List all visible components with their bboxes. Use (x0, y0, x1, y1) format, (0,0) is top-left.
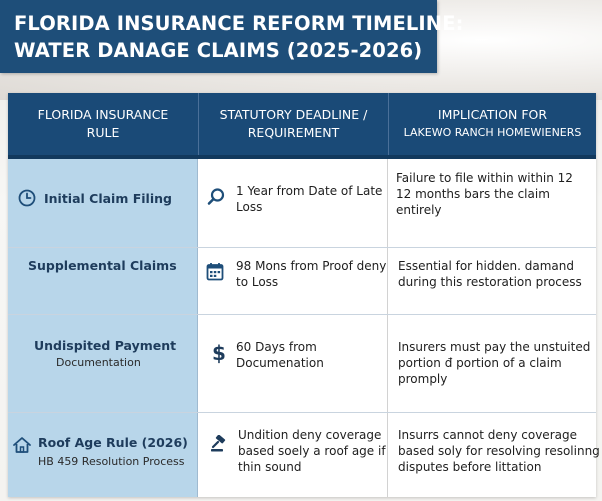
clock-icon (18, 189, 36, 207)
magnifier-icon (206, 187, 226, 207)
implication-line: Insurers must pay the unstuited (398, 340, 591, 354)
rule-name: Roof Age Rule (2026) (38, 435, 188, 450)
header-implication (388, 93, 596, 155)
dollar-icon: $ (212, 341, 226, 365)
implication-line: Insurrs cannot deny coverage (398, 428, 577, 442)
title-banner (0, 0, 464, 73)
implication-line: 12 months bars the claim (396, 187, 550, 201)
header-rule (8, 93, 198, 155)
implication-line: entirely (396, 203, 442, 217)
header-implication-line1: IMPLICATION FOR (437, 107, 548, 122)
implication-line: during this restoration process (398, 275, 582, 289)
deadline-cell (198, 315, 388, 412)
implication-text (398, 339, 590, 387)
deadline-cell (198, 413, 388, 497)
implication-line: Essential for hidden. damand (398, 259, 574, 273)
rule-name: Supplemental Claims (28, 258, 177, 273)
implication-line: based soly for resolving resolinng (398, 444, 600, 458)
implication-cell (388, 248, 596, 314)
rule-cell (8, 159, 198, 247)
table-header-row (8, 93, 596, 159)
deadline-line: 1 Year from Date of Late (236, 184, 383, 198)
implication-line: portion đ portion of a claim (398, 356, 562, 370)
deadline-cell (198, 248, 388, 314)
table-row (8, 413, 600, 497)
table-row (8, 248, 596, 315)
title-line-1: FLORIDA INSURANCE REFORM TIMELINE: (14, 12, 464, 35)
deadline-text (236, 183, 382, 215)
header-deadline (198, 93, 388, 155)
rule-cell (8, 248, 198, 314)
table-row (8, 315, 596, 413)
deadline-text (236, 258, 386, 290)
deadline-line: 60 Days from (236, 340, 317, 354)
house-icon (12, 436, 32, 454)
implication-text (398, 427, 600, 475)
deadline-text (238, 427, 386, 475)
deadline-line: Loss (236, 200, 263, 214)
rule-subtitle: HB 459 Resolution Process (38, 455, 185, 468)
implication-text (398, 258, 582, 290)
calendar-icon (206, 262, 224, 281)
header-implication-line2: LAKEWO RANCH HOMEWIENERS (403, 126, 582, 139)
header-deadline-line2: REQUIREMENT (247, 125, 340, 140)
deadline-cell (198, 159, 388, 247)
deadline-line: Documenation (236, 356, 324, 370)
header-rule-line2: RULE (86, 125, 120, 140)
implication-cell (388, 315, 596, 412)
table-row (8, 159, 596, 248)
rule-subtitle: Documentation (56, 356, 141, 369)
implication-line: disputes before littation (398, 460, 542, 474)
timeline-table (8, 93, 600, 497)
implication-cell (388, 159, 596, 247)
deadline-text (236, 339, 324, 371)
deadline-line: based soely a roof age if (238, 444, 386, 458)
rule-name: Initial Claim Filing (44, 191, 172, 206)
deadline-line: to Loss (236, 275, 279, 289)
gavel-icon (210, 435, 228, 453)
rule-cell (8, 413, 198, 497)
title-line-2: WATER DANAGE CLAIMS (2025-2026) (14, 39, 423, 62)
implication-cell (388, 413, 600, 497)
implication-line: promply (398, 372, 448, 386)
rule-name: Undispited Payment (34, 338, 177, 353)
header-deadline-line1: STATUTORY DEADLINE / (219, 107, 368, 122)
deadline-line: thin sound (238, 460, 302, 474)
implication-line: Failure to file within within 12 (396, 171, 573, 185)
implication-text (396, 170, 573, 218)
header-rule-line1: FLORIDA INSURANCE (37, 107, 169, 122)
rule-cell (8, 315, 198, 412)
deadline-line: Undition deny coverage (238, 428, 382, 442)
deadline-line: 98 Mons from Proof deny (236, 259, 387, 273)
